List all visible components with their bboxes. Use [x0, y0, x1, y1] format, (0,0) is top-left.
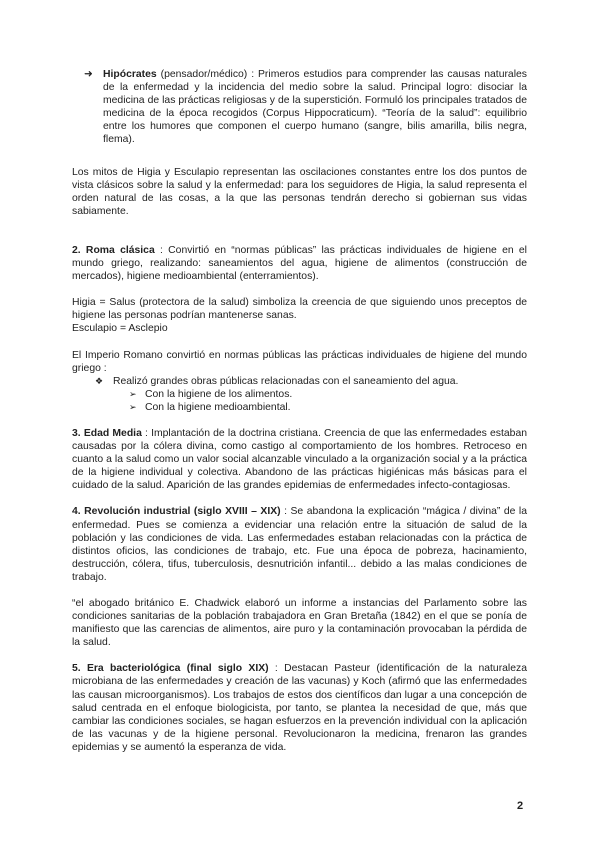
edad-media-text: : Implantación de la doctrina cristiana. Creencia de que las enfermedades estaban causadas por la cólera divina, como castigo al comportamiento de los hombres. Retroceso en cuanto a la salud como un valor social alcanzable vinculado a la organización social y a la práctica de la higiene individual y colectiva. Abandono de las prácticas higiénicas más básicas para el cuidado de la salud. Aparición de las grandes epidemias de enfermedades infecto-contagiosas. [72, 427, 528, 492]
roma-text: : Convirtió en “normas públicas” las prácticas individuales de higiene en el mundo griego, realizando: saneamientos del agua, higiene de alimentos (construcción de mercados), higiene medioambiental (enterramientos). [72, 244, 527, 283]
hipocrates-paragraph [103, 68, 527, 147]
sub-bullet-text: Con la higiene medioambiental. [145, 401, 291, 413]
edad-media-paragraph [72, 427, 527, 492]
bacteriologica-heading: 5. Era bacteriológica (final siglo XIX) [72, 663, 269, 675]
roma-heading: 2. Roma clásica [72, 244, 155, 256]
bacteriologica-text: : Destacan Pasteur (identificación de la naturaleza microbiana de las enfermedades y creación de las vacunas) y Koch (afirmó que las enfermedades las causan microorganismos). Los trabajos de estos dos científicos dan lugar a una concepción de salud centrada en el enfoque biologicista, por tanto, se plantea la necesidad de que, más que cambiar las condiciones sociales, se hagan esfuerzos en la prevención individual con la aplicación de las vacunas y de la higiene personal. Revolucionaron la medicina, frenaron las grandes epidemias y se aumentó la esperanza de vida. [72, 663, 527, 753]
arrowhead-bullet-icon: ➢ [129, 388, 137, 399]
diamond-bullet-icon: ❖ [95, 375, 104, 386]
chadwick-paragraph: “el abogado británico E. Chadwick elaboró un informe a instancias del Parlamento sobre las condiciones sanitarias de la población trabajadora en Gran Bretaña (1842) en el que se ponía de manifiesto que las carencias de alimentos, aire puro y la contaminación provocaban la pérdida de la salud. [72, 598, 527, 649]
higia-line: Higia = Salus (protectora de la salud) simboliza la creencia de que siguiendo unos preceptos de higiene las personas podrían mantenerse sanas. [72, 297, 527, 322]
list-item [72, 375, 527, 388]
hipocrates-item [72, 68, 527, 147]
bullet-text: Realizó grandes obras públicas relacionadas con el saneamiento del agua. [113, 375, 459, 387]
roma-paragraph [72, 244, 527, 283]
arrow-bullet-icon: ➜ [84, 69, 93, 80]
page-number: 2 [517, 800, 524, 812]
imperio-paragraph: El Imperio Romano convirtió en normas públicas las prácticas individuales de higiene del mundo griego : [72, 349, 527, 374]
list-item [72, 388, 527, 401]
list-item [72, 401, 527, 414]
hipocrates-term: Hipócrates [103, 69, 157, 80]
sub-bullet-text: Con la higiene de los alimentos. [145, 388, 293, 400]
edad-media-heading: 3. Edad Media [72, 427, 142, 439]
esculapio-line: Esculapio = Asclepio [72, 323, 168, 335]
document-page [72, 68, 527, 754]
revolucion-text: : Se abandona la explicación “mágica / divina” de la enfermedad. Pues se comienza a evidenciar una relación entre la situación de salud de la población y las condiciones de vida. Las enfermedades estaban relacionadas con la práctica de distintos oficios, las condiciones de trabajo, etc. Fue una época de pobreza, hacinamiento, destrucción, cólera, tifus, tuberculosis, desnutrición infantil... debido a las malas condiciones de trabajo. [72, 506, 527, 583]
revolucion-heading: 4. Revolución industrial (siglo XVIII – XIX) [72, 506, 281, 518]
hipocrates-text: (pensador/médico) : Primeros estudios para comprender las causas naturales de la enfermedad y la incidencia del medio sobre la salud. Principal logro: disociar la medicina de las prácticas religiosas y de la superstición. Formuló los principales tratados de medicina de la época recogidos (Corpus Hippocraticum). “Teoría de la salud”: equilibrio entre los humores que componen el cuerpo humano (sangre, bilis amarilla, bilis negra, flema). [103, 69, 527, 146]
bacteriologica-paragraph [72, 662, 527, 754]
arrowhead-bullet-icon: ➢ [129, 401, 137, 412]
revolucion-paragraph [72, 505, 527, 584]
mitos-paragraph: Los mitos de Higia y Esculapio representan las oscilaciones constantes entre los dos puntos de vista clásicos sobre la salud y la enfermedad: para los seguidores de Higia, la salud representa el orden natural de las cosas, a la que las personas tendrán derecho si gobiernan sus vidas sabiamente. [72, 166, 527, 217]
